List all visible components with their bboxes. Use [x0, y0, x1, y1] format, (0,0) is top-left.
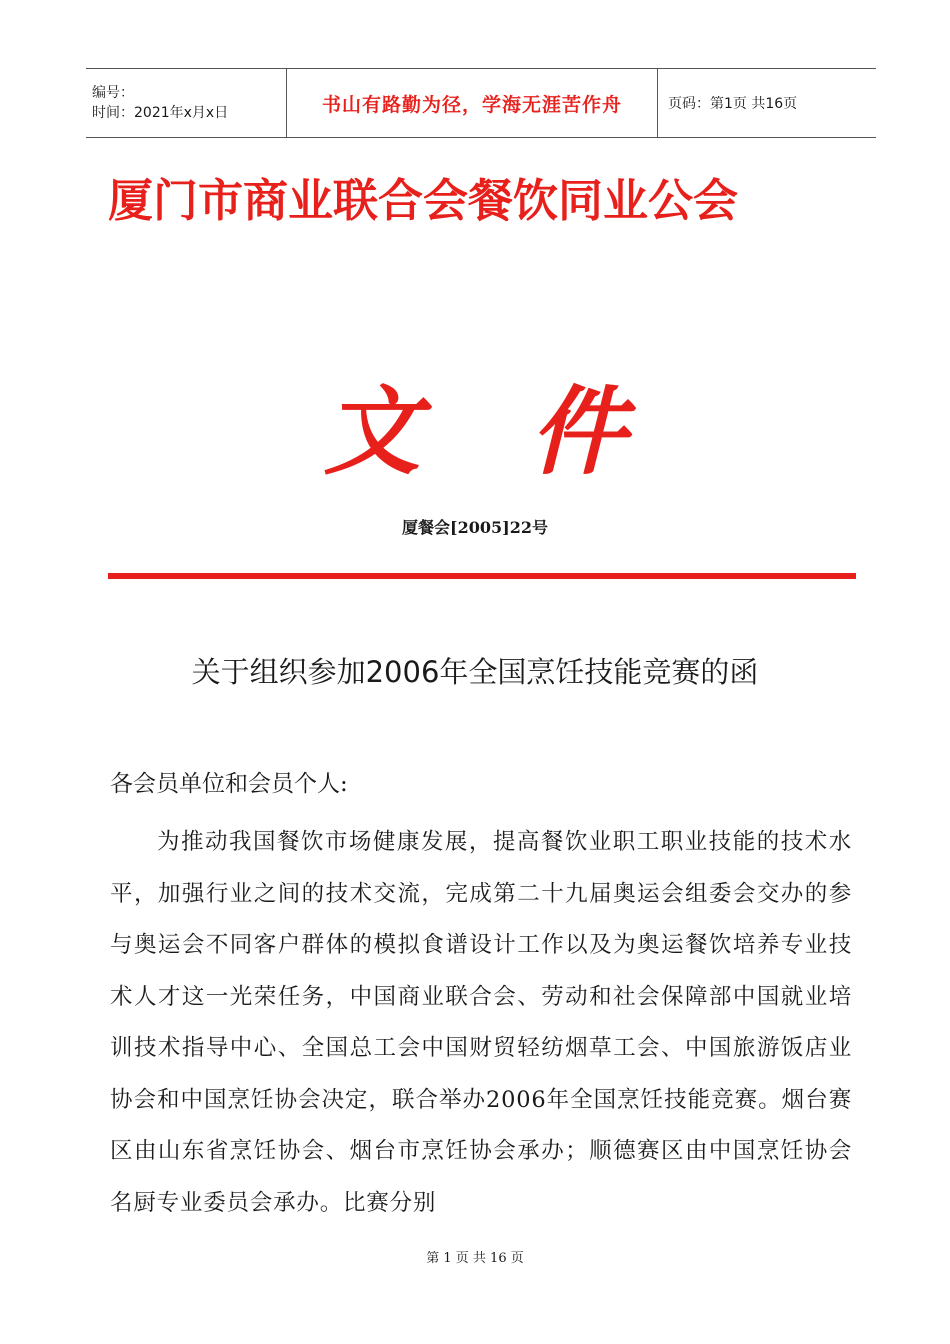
motto: 书山有路勤为径，学海无涯苦作舟	[321, 93, 622, 116]
salutation: 各会员单位和会员个人:	[110, 771, 348, 797]
header-meta	[86, 69, 286, 137]
red-divider	[108, 573, 856, 579]
doc-title: 关于组织参加2006年全国烹饪技能竞赛的函	[191, 655, 759, 689]
header-motto-cell	[286, 69, 658, 137]
header-page-cell	[658, 69, 876, 137]
time-label: 时间：2021年x月x日	[92, 105, 229, 121]
number-label: 编号：	[92, 85, 134, 101]
page-footer: 第 1 页 共 16 页	[426, 1251, 524, 1266]
body-paragraph: 为推动我国餐饮市场健康发展，提高餐饮业职工职业技能的技术水平，加强行业之间的技术交流，完成第二十九届奥运会组委会交办的参与奥运会不同客户群体的模拟食谱设计工作以及为奥运餐饮培养专业技术人才这一光荣任务，中国商业联合会、劳动和社会保障部中国就业培训技术指导中心、全国总工会中国财贸轻纺烟草工会、中国旅游饭店业协会和中国烹饪协会决定，联合举办2006年全国烹饪技能竞赛。烟台赛区由山东省烹饪协会、烟台市烹饪协会承办；顺德赛区由中国烹饪协会名厨专业委员会承办。比赛分别	[110, 829, 852, 1216]
header-table	[86, 68, 876, 138]
doc-number: 厦餐会[2005]22号	[402, 518, 548, 537]
file-mark: 文件	[324, 375, 736, 488]
page-info: 页码：第1页 共16页	[668, 96, 798, 112]
org-title: 厦门市商业联合会餐饮同业公会	[108, 174, 739, 227]
